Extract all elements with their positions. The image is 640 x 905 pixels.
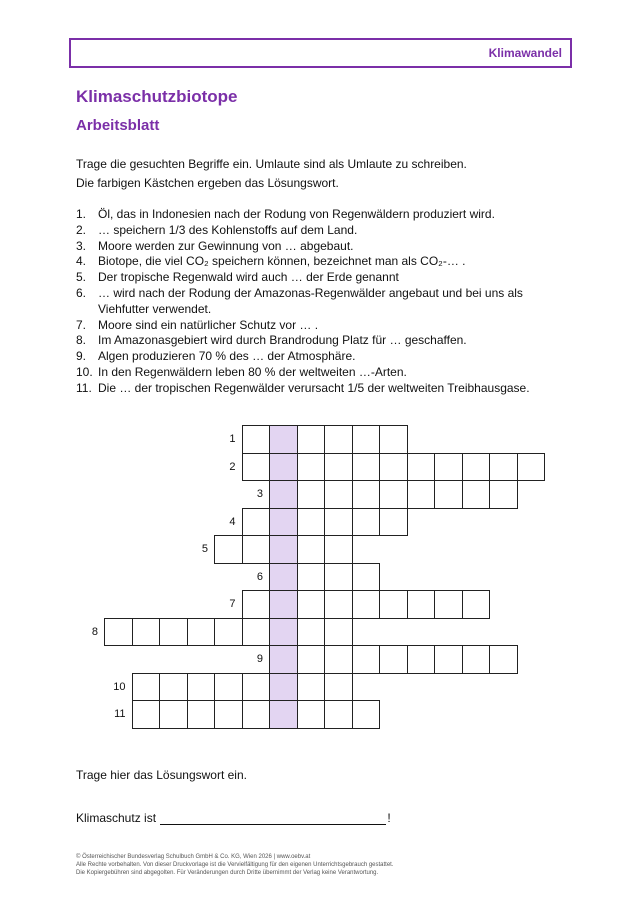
clue-item: [76, 349, 546, 365]
crossword-cell[interactable]: [242, 700, 271, 729]
crossword-cell[interactable]: [159, 673, 188, 702]
crossword-cell[interactable]: [352, 645, 381, 674]
footer-line: Alle Rechte vorbehalten. Von dieser Druckvorlage ist die Vervielfältigung für den eigenen Unterrichtsgebrauch gestattet.: [76, 862, 394, 868]
clue-text: Im Amazonasgebiert wird durch Brandrodung Platz für … geschaffen.: [98, 333, 467, 348]
clue-number: 1.: [76, 207, 87, 221]
clue-text: Moore sind ein natürlicher Schutz vor … .: [98, 317, 319, 332]
clue-text: Algen produzieren 70 % des … der Atmosphäre.: [98, 349, 356, 364]
clue-number: 8.: [76, 333, 87, 348]
crossword-cell[interactable]: [407, 480, 436, 509]
clue-number: 3.: [76, 238, 87, 253]
crossword-cell[interactable]: [379, 480, 408, 509]
crossword-cell[interactable]: [352, 563, 381, 592]
crossword-cell[interactable]: [462, 453, 491, 482]
crossword-cell[interactable]: [379, 453, 408, 482]
crossword-cell[interactable]: [324, 590, 353, 619]
crossword-row-number: 4: [229, 515, 236, 528]
crossword-cell[interactable]: [379, 645, 408, 674]
crossword-row-number: 1: [229, 433, 236, 445]
instructions: [76, 155, 467, 193]
crossword-cell[interactable]: [379, 425, 408, 454]
crossword-cell[interactable]: [324, 563, 353, 592]
clue-text: Die … der tropischen Regenwälder verursacht 1/5 der weltweiten Treibhausgase.: [98, 380, 530, 395]
crossword-cell[interactable]: [379, 590, 408, 619]
crossword-cell[interactable]: [242, 590, 271, 619]
crossword-solution-cell[interactable]: [269, 590, 298, 619]
clue-number: 10.: [76, 364, 93, 379]
crossword-cell[interactable]: [187, 673, 216, 702]
crossword-cell[interactable]: [242, 618, 271, 647]
crossword-cell[interactable]: [462, 645, 491, 674]
crossword-cell[interactable]: [407, 590, 436, 619]
clue-number: 7.: [76, 317, 87, 332]
clue-item: [76, 270, 546, 286]
crossword-cell[interactable]: [297, 508, 326, 537]
solution-prompt: Trage hier das Lösungswort ein.: [76, 768, 247, 782]
crossword-cell[interactable]: [434, 645, 463, 674]
clue-item: [76, 318, 546, 334]
crossword-row-number: 10: [113, 680, 126, 693]
clue-item: [76, 333, 546, 349]
crossword-cell[interactable]: [434, 590, 463, 619]
crossword-solution-cell[interactable]: [269, 700, 298, 729]
crossword-cell[interactable]: [242, 425, 271, 454]
crossword-cell[interactable]: [297, 645, 326, 674]
crossword-cell[interactable]: [297, 618, 326, 647]
crossword-cell[interactable]: [434, 453, 463, 482]
instruction-line: Die farbigen Kästchen ergeben das Lösungswort.: [76, 176, 339, 190]
crossword-solution-cell[interactable]: [269, 563, 298, 592]
clue-text: … speichern 1/3 des Kohlenstoffs auf dem Land.: [98, 222, 358, 237]
crossword-cell[interactable]: [324, 645, 353, 674]
crossword-row-number: 6: [256, 570, 263, 583]
crossword-cell[interactable]: [434, 480, 463, 509]
crossword-cell[interactable]: [324, 480, 353, 509]
crossword-cell[interactable]: [489, 480, 518, 509]
crossword-cell[interactable]: [214, 673, 243, 702]
crossword-row-number: 3: [256, 488, 263, 500]
crossword-cell[interactable]: [324, 425, 353, 454]
crossword-cell[interactable]: [242, 453, 271, 482]
crossword-cell[interactable]: [352, 700, 381, 729]
header-box: [69, 38, 572, 68]
crossword-row-number: 2: [229, 460, 236, 473]
clue-item: [76, 381, 546, 397]
solution-blank[interactable]: [160, 812, 386, 825]
clue-text: Biotope, die viel CO₂ speichern können, bezeichnet man als CO₂-… .: [98, 254, 466, 269]
crossword-cell[interactable]: [517, 453, 546, 482]
crossword-cell[interactable]: [297, 535, 326, 564]
crossword-cell[interactable]: [324, 700, 353, 729]
clue-number: 11.: [76, 380, 92, 395]
crossword-cell[interactable]: [187, 700, 216, 729]
crossword-cell[interactable]: [324, 673, 353, 702]
crossword-cell[interactable]: [214, 535, 243, 564]
crossword-cell[interactable]: [462, 480, 491, 509]
clue-list: [76, 207, 546, 397]
crossword-cell[interactable]: [242, 535, 271, 564]
clue-item: [76, 239, 546, 255]
page-subtitle: Arbeitsblatt: [76, 117, 160, 134]
instruction-line: Trage die gesuchten Begriffe ein. Umlaute sind als Umlaute zu schreiben.: [76, 157, 467, 171]
header-tag: Klimawandel: [488, 46, 562, 60]
crossword-row-number: 7: [229, 598, 236, 610]
crossword-solution-cell[interactable]: [269, 508, 298, 537]
crossword-cell[interactable]: [187, 618, 216, 647]
clue-item: [76, 365, 546, 381]
footer: [76, 853, 394, 877]
crossword-cell[interactable]: [297, 673, 326, 702]
clue-item: [76, 286, 546, 318]
crossword-cell[interactable]: [297, 563, 326, 592]
crossword-row-number: 8: [91, 625, 98, 638]
crossword-cell[interactable]: [407, 453, 436, 482]
clue-number: 5.: [76, 270, 87, 285]
crossword-cell[interactable]: [352, 425, 381, 454]
clue-item: [76, 254, 546, 270]
clue-number: 9.: [76, 349, 87, 364]
crossword-cell[interactable]: [352, 590, 381, 619]
crossword-row-number: 11: [114, 708, 126, 720]
clue-text: Viehfutter verwendet.: [98, 301, 212, 316]
clue-number: 2.: [76, 222, 87, 237]
footer-line: © Österreichischer Bundesverlag Schulbuch GmbH & Co. KG, Wien 2026 | www.oebv.at: [76, 854, 311, 860]
clue-number: 4.: [76, 254, 87, 269]
solution-line: [76, 811, 391, 825]
crossword-cell[interactable]: [297, 480, 326, 509]
crossword-cell[interactable]: [132, 673, 161, 702]
crossword-cell[interactable]: [242, 673, 271, 702]
crossword-solution-cell[interactable]: [269, 425, 298, 454]
crossword-cell[interactable]: [104, 618, 133, 647]
page-title: Klimaschutzbiotope: [76, 87, 238, 106]
crossword-cell[interactable]: [297, 700, 326, 729]
crossword-cell[interactable]: [132, 618, 161, 647]
crossword-cell[interactable]: [462, 590, 491, 619]
crossword-cell[interactable]: [352, 453, 381, 482]
crossword-cell[interactable]: [297, 590, 326, 619]
clue-item: [76, 207, 546, 223]
crossword-cell[interactable]: [324, 535, 353, 564]
crossword-row-number: 5: [201, 543, 208, 555]
crossword-cell[interactable]: [489, 453, 518, 482]
crossword-cell[interactable]: [352, 480, 381, 509]
crossword-cell[interactable]: [352, 508, 381, 537]
clue-item: [76, 223, 546, 239]
crossword-solution-cell[interactable]: [269, 645, 298, 674]
crossword-cell[interactable]: [297, 453, 326, 482]
crossword-cell[interactable]: [242, 508, 271, 537]
crossword-solution-cell[interactable]: [269, 673, 298, 702]
clue-text: Öl, das in Indonesien nach der Rodung von Regenwäldern produziert wird.: [98, 207, 495, 221]
crossword-cell[interactable]: [324, 453, 353, 482]
crossword-cell[interactable]: [489, 645, 518, 674]
crossword-solution-cell[interactable]: [269, 618, 298, 647]
solution-suffix: !: [387, 811, 391, 825]
crossword-solution-cell[interactable]: [269, 535, 298, 564]
crossword-cell[interactable]: [324, 508, 353, 537]
crossword-cell[interactable]: [132, 700, 161, 729]
footer-line: Die Kopiergebühren sind abgegolten. Für Veränderungen durch Dritte übernimmt der Verlag keine Verantwortung.: [76, 870, 379, 876]
crossword-row-number: 9: [256, 653, 263, 665]
crossword-cell[interactable]: [159, 700, 188, 729]
clue-text: Der tropische Regenwald wird auch … der Erde genannt: [98, 270, 399, 285]
crossword-cell[interactable]: [379, 508, 408, 537]
crossword-cell[interactable]: [324, 618, 353, 647]
crossword-cell[interactable]: [214, 700, 243, 729]
crossword-solution-cell[interactable]: [269, 453, 298, 482]
crossword-cell[interactable]: [297, 425, 326, 454]
crossword-solution-cell[interactable]: [269, 480, 298, 509]
crossword-cell[interactable]: [407, 645, 436, 674]
clue-text: … wird nach der Rodung der Amazonas-Regenwälder angebaut und bei uns als: [98, 285, 523, 300]
clue-text: Moore werden zur Gewinnung von … abgebaut.: [98, 238, 354, 253]
crossword-cell[interactable]: [214, 618, 243, 647]
solution-prefix: Klimaschutz ist: [76, 811, 157, 825]
clue-text: In den Regenwäldern leben 80 % der weltweiten …-Arten.: [98, 364, 407, 379]
clue-number: 6.: [76, 285, 87, 300]
crossword-cell[interactable]: [159, 618, 188, 647]
